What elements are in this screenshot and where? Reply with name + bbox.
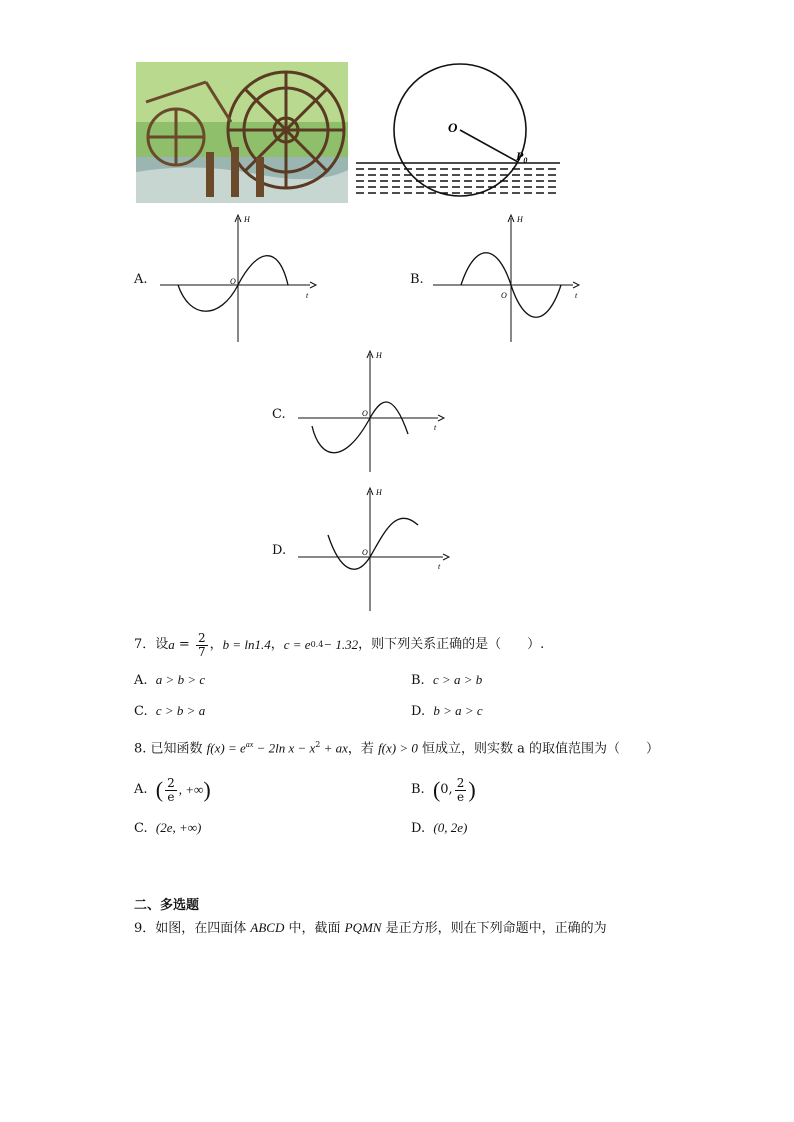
q8-option-b[interactable]: B. ( 0, $\frac{2}{e}$ ) [411,775,476,804]
graph-a [160,212,320,344]
svg-text:t: t [575,291,578,300]
water-wheel-photo [136,62,348,203]
svg-text:O: O [362,409,368,418]
q7-option-d[interactable]: D. b > a > c [411,703,483,719]
graph-c [298,348,448,474]
q7-a-fraction: $\frac{2}{7}$ [197,630,206,659]
option-b-label: B. [410,272,424,287]
q9-stem: 9．如图，在四面体 ABCD 中，截面 PQMN 是正方形，则在下列命题中，正确的为 [134,920,607,936]
svg-text:H: H [376,351,382,360]
svg-text:t: t [306,291,309,300]
q7-option-c[interactable]: C. c > b > a [134,703,206,719]
q7-stem: 7．设 a = $\frac{2}{7}$ ， b = ln1.4 ， c = e 0.4 − 1.32 ，则下列关系正确的是（ ）. [134,630,545,659]
svg-text:t: t [434,423,437,432]
svg-text:H: H [517,215,523,224]
svg-text:t: t [438,562,441,571]
water-lines [356,163,560,193]
section-title: 二、多选题 [134,898,200,913]
q8-option-d[interactable]: D. (0, 2e) [411,820,468,836]
svg-text:O: O [362,548,368,557]
q8-option-a[interactable]: A. ( $\frac{2}{e}$ , +∞ ) [134,775,211,804]
q8-stem: 8. 已知函数 $f(x) = e^{ax} - 2\ln$ $x - x^2$ + ax，若 f(x) > 0 恒成立，则实数 a 的取值范围为（ ） [134,740,660,757]
option-a-label: A. [134,272,148,287]
graph-d [298,485,453,613]
graph-b [433,212,593,344]
point-label: $P_0$ [516,149,528,165]
q7-option-b[interactable]: B. c > a > b [411,672,483,688]
svg-text:O: O [230,277,236,286]
wheel-diagram [352,62,564,203]
svg-text:O: O [501,291,507,300]
svg-text:H: H [244,215,250,224]
q8-option-c[interactable]: C. (2e, +∞) [134,820,202,836]
svg-text:H: H [376,488,382,497]
q7-option-a[interactable]: A. a > b > c [134,672,206,688]
center-label: O [448,120,458,135]
option-c-label: C. [272,407,286,422]
option-d-label: D. [272,543,287,558]
